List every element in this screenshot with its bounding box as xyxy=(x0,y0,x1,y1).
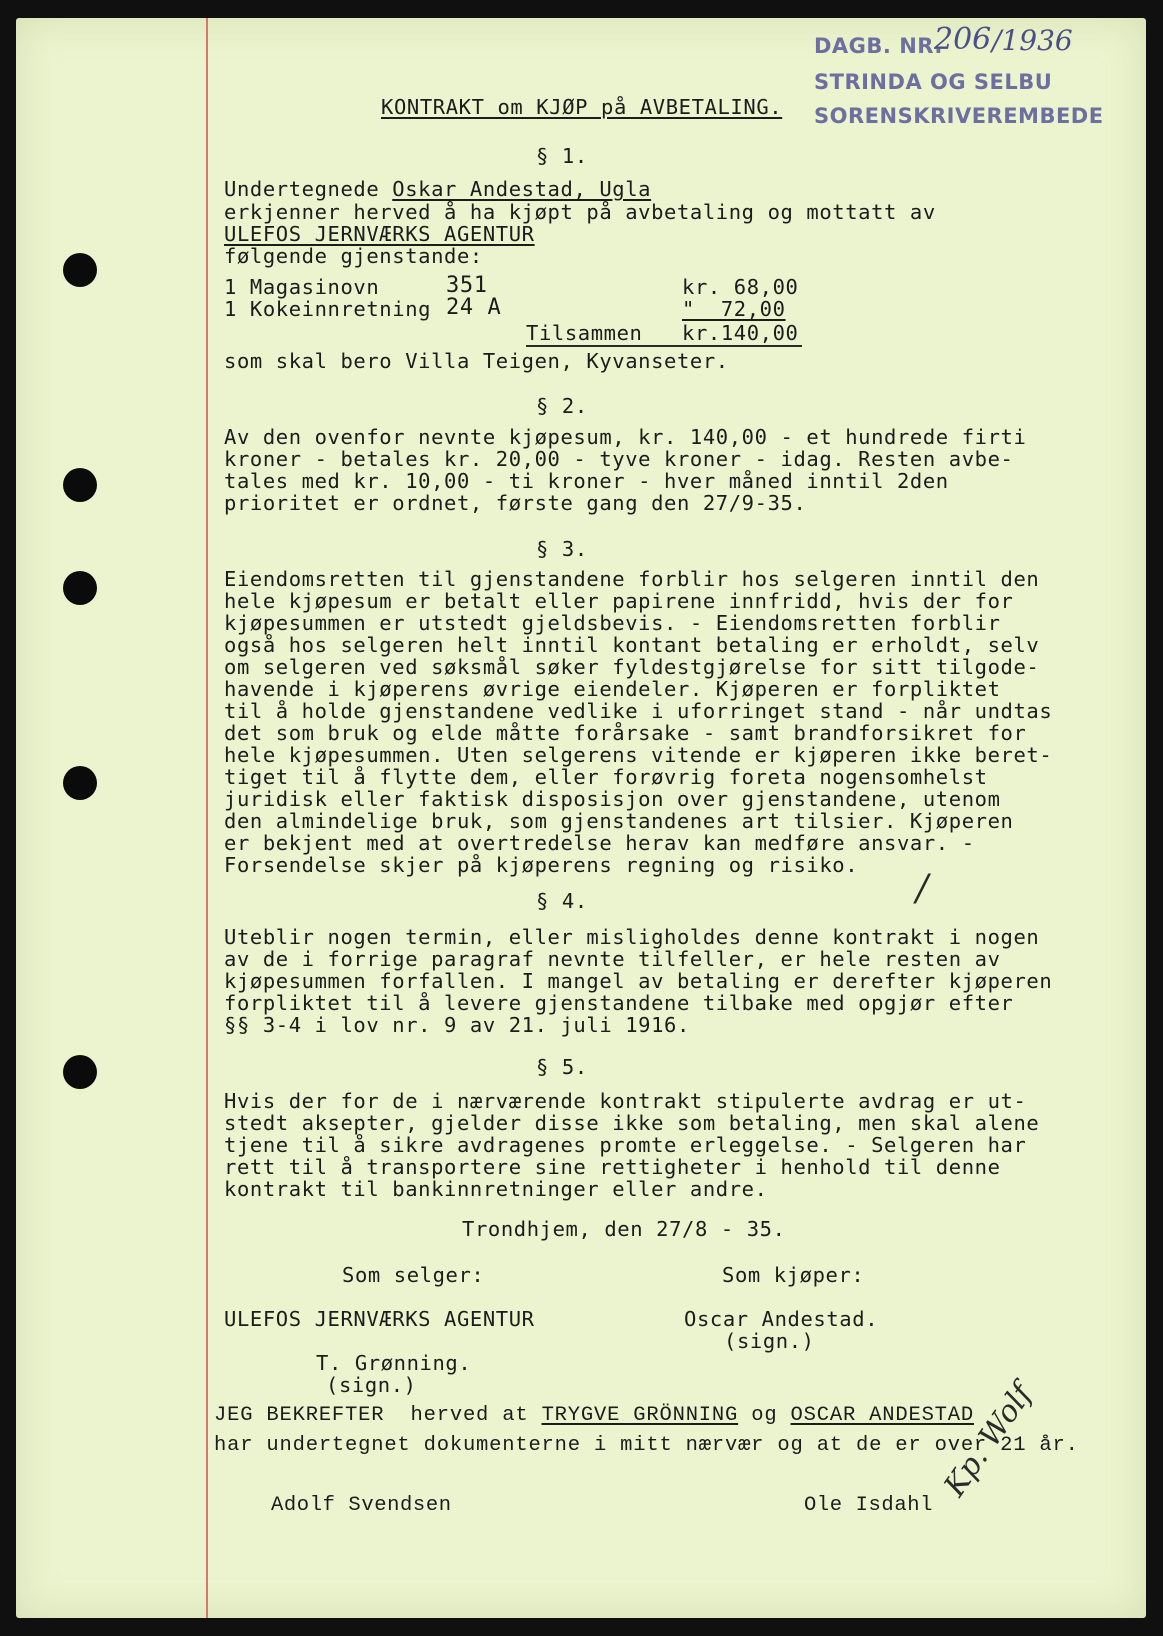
s2-line: Av den ovenfor nevnte kjøpesum, kr. 140,00 - et hundrede firti xyxy=(224,425,1027,449)
buyer-label: Som kjøper: xyxy=(722,1263,865,1287)
s4-line: kjøpesummen forfallen. I mangel av betaling er derefter kjøperen xyxy=(224,969,1053,993)
punch-hole xyxy=(63,766,97,800)
stamp-journal-number: 206 xyxy=(934,22,992,57)
seller-sign-note: (sign.) xyxy=(326,1373,417,1397)
section-5-heading: § 5. xyxy=(536,1055,588,1079)
confirmation-og: og xyxy=(751,1404,778,1427)
s3-line: kjøpesummen er utstedt gjeldsbevis. - Eiendomsretten forblir xyxy=(224,611,1001,635)
s3-line: tiget til å flytte dem, eller forøvrig foreta nogensomhelst xyxy=(224,765,988,789)
s1-line-1 xyxy=(224,178,651,201)
s1-line-2: erkjenner herved å ha kjøpt på avbetaling og mottatt av xyxy=(224,200,936,224)
s4-line: av de i forrige paragraf nevnte tilfeller, er hele resten av xyxy=(224,947,1001,971)
buyer-sign-note: (sign.) xyxy=(724,1329,815,1353)
s1-prefix: Undertegnede xyxy=(224,177,393,201)
s3-line: Eiendomsretten til gjenstandene forblir hos selgeren inntil den xyxy=(224,567,1040,591)
item-name: 1 Kokeinnretning xyxy=(224,297,432,321)
s3-line: er bekjent med at overtredelse herav kan medføre ansvar. - xyxy=(224,831,975,855)
buyer-name: Oskar Andestad, Ugla xyxy=(392,177,652,201)
section-1-heading: § 1. xyxy=(536,144,588,168)
s5-line: stedt aksepter, gjelder disse ikke som betaling, men skal alene xyxy=(224,1111,1040,1135)
stamp-year: /1936 xyxy=(992,24,1073,57)
confirmation-line-2: har undertegnet dokumenterne i mitt nærvær og at de er over 21 år. xyxy=(214,1434,1079,1457)
s3-line: havende i kjøperens øvrige eiendeler. Kjøperen er forpliktet xyxy=(224,677,1001,701)
s3-line: Forsendelse skjer på kjøperens regning og risiko. xyxy=(224,853,859,877)
item-price: " 72,00 xyxy=(682,297,786,321)
s3-line: juridisk eller faktisk disposisjon over gjenstandene, utenom xyxy=(224,787,1001,811)
item-location: som skal bero Villa Teigen, Kyvanseter. xyxy=(224,349,729,373)
confirmed-name-2: OSCAR ANDESTAD xyxy=(790,1404,974,1427)
s3-line: om selgeren ved søksmål søker fyldestgjørelse for sitt tilgode- xyxy=(224,655,1040,679)
s3-line: til å holde gjenstandene vedlike i uforringet stand - når undtas xyxy=(224,699,1053,723)
total-underline xyxy=(526,345,802,347)
document-title: KONTRAKT om KJØP på AVBETALING. xyxy=(381,95,783,119)
item-name: 1 Magasinovn xyxy=(224,275,380,299)
s3-line: det som bruk og elde måtte forårsake - samt brandforsikret for xyxy=(224,721,1027,745)
section-2-heading: § 2. xyxy=(536,394,588,418)
s5-line: Hvis der for de i nærværende kontrakt stipulerte avdrag er ut- xyxy=(224,1089,1027,1113)
seller-company: ULEFOS JERNVÆRKS AGENTUR xyxy=(224,1307,535,1331)
stamp-line-3: SORENSKRIVEREMBEDE xyxy=(814,104,1104,128)
stamp-line-1: DAGB. NR. xyxy=(814,34,943,58)
s4-line: forpliktet til å levere gjenstandene tilbake med opgjør efter xyxy=(224,991,1014,1015)
margin-mark: / xyxy=(916,868,929,909)
s2-line: tales med kr. 10,00 - ti kroner - hver måned inntil 2den xyxy=(224,469,949,493)
s3-line: hele kjøpesummen. Uten selgerens vitende er kjøperen ikke beret- xyxy=(224,743,1053,767)
witness-name: Adolf Svendsen xyxy=(271,1494,452,1517)
item-model: 351 xyxy=(446,273,488,298)
document-page xyxy=(16,18,1146,1618)
total-value: kr.140,00 xyxy=(682,321,799,345)
s3-line: hele kjøpesum er betalt eller papirene innfridd, hvis der for xyxy=(224,589,1014,613)
confirmation-herved: herved at xyxy=(410,1404,529,1427)
s2-line: kroner - betales kr. 20,00 - tyve kroner - idag. Resten avbe- xyxy=(224,447,1014,471)
clerk-initials: Kp. Wolf xyxy=(937,1377,1040,1503)
s5-line: tjene til å sikre avdragenes promte erleggelse. - Selgeren har xyxy=(224,1133,1027,1157)
punch-hole xyxy=(63,468,97,502)
confirmation-line-1 xyxy=(214,1404,974,1427)
s3-line: den almindelige bruk, som gjenstandenes art tilsier. Kjøperen xyxy=(224,809,1014,833)
item-model: 24 A xyxy=(446,295,502,320)
confirmation-prefix: JEG BEKREFTER xyxy=(214,1404,385,1427)
witness-name: Ole Isdahl xyxy=(804,1494,934,1517)
s1-line-4: følgende gjenstande: xyxy=(224,244,483,268)
item-price: kr. 68,00 xyxy=(682,275,799,299)
seller-name: ULEFOS JERNVÆRKS AGENTUR xyxy=(224,222,535,246)
buyer-signature-name: Oscar Andestad. xyxy=(684,1307,879,1331)
section-3-heading: § 3. xyxy=(536,537,588,561)
place-date: Trondhjem, den 27/8 - 35. xyxy=(462,1217,786,1241)
punch-hole xyxy=(63,1055,97,1089)
s3-line: også hos selgeren helt inntil kontant betaling er erholdt, selv xyxy=(224,633,1040,657)
s5-line: kontrakt til bankinnretninger eller andre. xyxy=(224,1177,768,1201)
s4-line: Uteblir nogen termin, eller misligholdes denne kontrakt i nogen xyxy=(224,925,1040,949)
s4-line: §§ 3-4 i lov nr. 9 av 21. juli 1916. xyxy=(224,1013,690,1037)
total-label: Tilsammen xyxy=(526,321,643,345)
seller-label: Som selger: xyxy=(342,1263,485,1287)
seller-signature-name: T. Grønning. xyxy=(316,1351,472,1375)
confirmed-name-1: TRYGVE GRÖNNING xyxy=(541,1404,739,1427)
s2-line: prioritet er ordnet, første gang den 27/9-35. xyxy=(224,491,807,515)
punch-hole xyxy=(63,253,97,287)
stamp-line-2: STRINDA OG SELBU xyxy=(814,70,1053,94)
section-4-heading: § 4. xyxy=(536,889,588,913)
margin-line xyxy=(206,18,208,1618)
s5-line: rett til å transportere sine rettigheter i henhold til denne xyxy=(224,1155,1001,1179)
punch-hole xyxy=(63,571,97,605)
